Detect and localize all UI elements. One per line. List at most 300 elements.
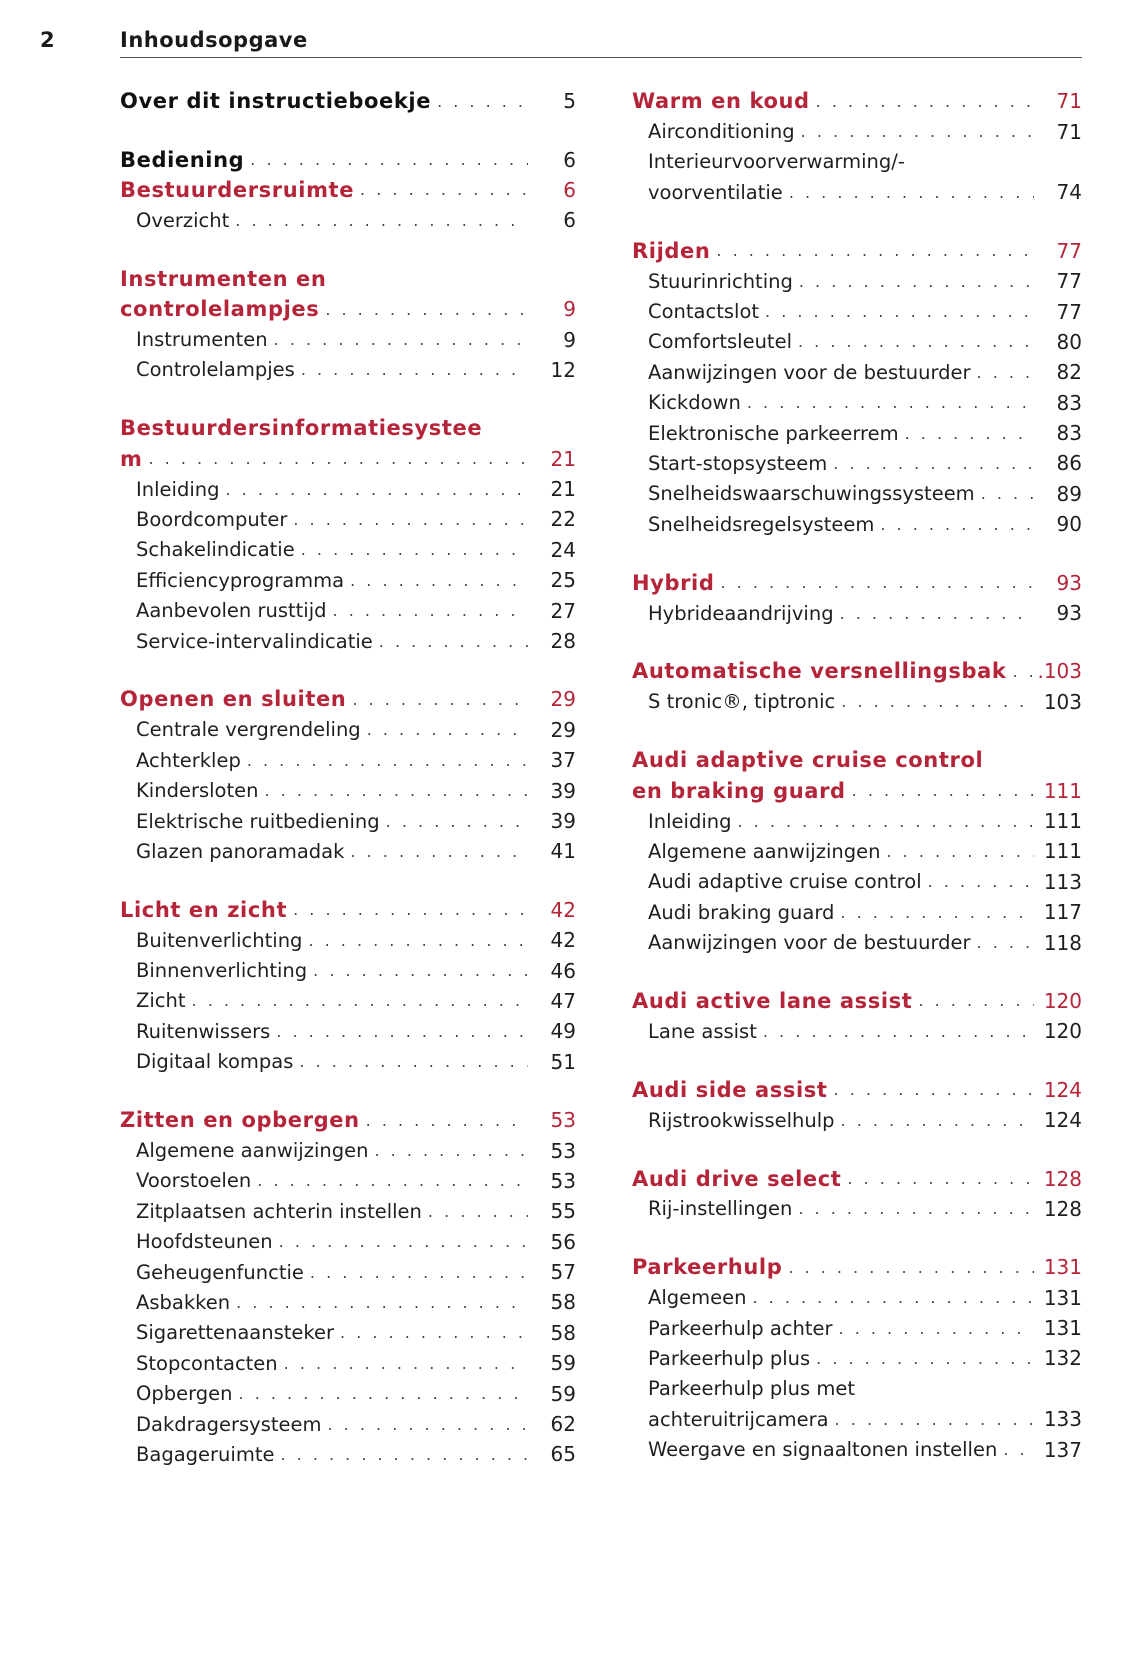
- toc-section: [632, 86, 1082, 208]
- toc-entry-achterklep[interactable]: [120, 745, 576, 775]
- toc-page-number: 132: [1043, 1346, 1082, 1371]
- toc-label: [632, 388, 1034, 418]
- toc-page-number: 137: [1043, 1437, 1082, 1462]
- toc-text: controlelampjes: [120, 297, 320, 322]
- toc-entry-contactslot[interactable]: [632, 296, 1082, 326]
- toc-label: [120, 565, 528, 595]
- toc-label: [120, 1196, 528, 1226]
- dot-leader: [284, 1354, 528, 1373]
- toc-label: [632, 327, 1034, 357]
- toc-entry-aanwijzingen-voor-de-bestuurder[interactable]: [632, 357, 1082, 387]
- dot-leader: [981, 484, 1034, 503]
- toc-column-right: [632, 86, 1082, 1465]
- dot-leader: [905, 424, 1034, 443]
- toc-text: Geheugenfunctie: [136, 1260, 304, 1284]
- toc-label: [632, 177, 1034, 207]
- toc-text: Inleiding: [648, 809, 732, 833]
- toc-text: Audi active lane assist: [632, 988, 913, 1013]
- dot-leader: [301, 360, 528, 379]
- toc-page-number: 29: [550, 717, 576, 742]
- toc-text: Efficiencyprogramma: [136, 568, 345, 592]
- toc-entry-audi-braking-guard[interactable]: [632, 897, 1082, 927]
- toc-heading-bediening[interactable]: [120, 144, 576, 174]
- toc-page-number: 62: [550, 1412, 576, 1437]
- toc-page-number: 47: [550, 988, 576, 1013]
- toc-entry-airconditioning[interactable]: [632, 116, 1082, 146]
- toc-entry-hoofdsteunen[interactable]: [120, 1227, 576, 1257]
- dot-leader: [428, 1202, 528, 1221]
- toc-entry-stopcontacten[interactable]: [120, 1348, 576, 1378]
- toc-text: Parkeerhulp: [632, 1255, 783, 1280]
- toc-page-number: .103: [1037, 659, 1082, 684]
- toc-label: [632, 687, 1034, 717]
- toc-entry-weergave-en-signaaltonen-instellen[interactable]: [632, 1434, 1082, 1464]
- toc-entry-geheugenfunctie[interactable]: [120, 1257, 576, 1287]
- dot-leader: [798, 1199, 1034, 1218]
- toc-section: [120, 684, 576, 866]
- toc-label: [120, 1016, 528, 1046]
- toc-label: [120, 626, 528, 656]
- toc-page-number: 21: [550, 446, 576, 471]
- toc-page-number: 37: [550, 748, 576, 773]
- toc-text: Centrale vergrendeling: [136, 718, 361, 742]
- toc-text: Sigarettenaansteker: [136, 1321, 335, 1345]
- toc-label: [632, 1374, 1082, 1404]
- dot-leader: [279, 1232, 528, 1251]
- toc-label: [120, 474, 528, 504]
- toc-entry-digitaal-kompas[interactable]: [120, 1047, 576, 1077]
- dot-leader: [840, 604, 1034, 623]
- toc-entry-stuurinrichting[interactable]: [632, 266, 1082, 296]
- toc-label: [632, 1105, 1034, 1135]
- toc-entry-binnenverlichting[interactable]: [120, 955, 576, 985]
- dot-leader: [789, 183, 1034, 202]
- toc-heading-warm-en-koud[interactable]: [632, 86, 1082, 116]
- toc-text: Achterklep: [136, 748, 241, 772]
- dot-leader: [366, 1111, 528, 1130]
- toc-text: Hoofdsteunen: [136, 1230, 273, 1254]
- toc-label: [632, 86, 1034, 116]
- toc-text: Stuurinrichting: [648, 269, 793, 293]
- page-header: [0, 0, 1142, 70]
- toc-text: Audi braking guard: [648, 900, 835, 924]
- toc-page-number: 58: [550, 1320, 576, 1345]
- toc-label: [632, 927, 1034, 957]
- toc-section: [120, 1105, 576, 1470]
- toc-entry-inleiding[interactable]: [120, 474, 576, 504]
- header-divider: [120, 57, 1082, 58]
- toc-text: Glazen panoramadak: [136, 839, 345, 863]
- toc-page-number: 59: [550, 1381, 576, 1406]
- dot-leader: [816, 1349, 1034, 1368]
- toc-text: Aanwijzingen voor de bestuurder: [648, 360, 971, 384]
- toc-label: [632, 1163, 1034, 1193]
- toc-text: m: [120, 446, 143, 471]
- toc-label: [632, 1075, 1034, 1105]
- toc-entry-kindersloten[interactable]: [120, 775, 576, 805]
- toc-heading-licht-en-zicht[interactable]: [120, 895, 576, 925]
- toc-entry-asbakken[interactable]: [120, 1287, 576, 1317]
- toc-entry-interieurvoorverwarming[interactable]: [632, 147, 1082, 177]
- dot-leader: [834, 1080, 1034, 1099]
- toc-text: Inleiding: [136, 477, 220, 501]
- toc-page-number: 93: [1056, 601, 1082, 626]
- toc-entry-opbergen[interactable]: [120, 1378, 576, 1408]
- toc-text: Controlelampjes: [136, 358, 295, 382]
- toc-label: [120, 205, 528, 235]
- dot-leader: [798, 332, 1034, 351]
- toc-page-number: 83: [1056, 421, 1082, 446]
- toc-page-number: 6: [563, 177, 576, 202]
- page-title: Inhoudsopgave: [120, 28, 308, 52]
- toc-page-number: 42: [550, 897, 576, 922]
- toc-label: [120, 1166, 528, 1196]
- toc-section: [120, 895, 576, 1077]
- toc-label: [632, 147, 1082, 177]
- dot-leader: [928, 872, 1034, 891]
- toc-entry-inleiding[interactable]: [632, 806, 1082, 836]
- toc-heading-m[interactable]: [120, 444, 576, 474]
- toc-entry-hybrideaandrijving[interactable]: [632, 598, 1082, 628]
- toc-entry-aanwijzingen-voor-de-bestuurder[interactable]: [632, 927, 1082, 957]
- toc-page-number: 65: [550, 1442, 576, 1467]
- toc-entry-bagageruimte[interactable]: [120, 1439, 576, 1469]
- toc-entry-schakelindicatie[interactable]: [120, 535, 576, 565]
- toc-page-number: 111: [1043, 809, 1082, 833]
- toc-page-number: 93: [1056, 570, 1082, 595]
- toc-entry-comfortsleutel[interactable]: [632, 327, 1082, 357]
- toc-section: [120, 144, 576, 235]
- toc-page-number: 86: [1056, 451, 1082, 476]
- toc-text: Contactslot: [648, 300, 760, 324]
- dot-leader: [918, 991, 1034, 1010]
- toc-text: Warm en koud: [632, 89, 810, 114]
- toc-text: Schakelindicatie: [136, 538, 295, 562]
- dot-leader: [310, 1263, 528, 1282]
- toc-text: Audi side assist: [632, 1077, 828, 1102]
- toc-entry-boordcomputer[interactable]: [120, 504, 576, 534]
- toc-text: Ruitenwissers: [136, 1019, 271, 1043]
- toc-page-number: 90: [1056, 512, 1082, 537]
- toc-text: Snelheidswaarschuwingssysteem: [648, 482, 975, 506]
- toc-label: [120, 324, 528, 354]
- toc-text: Elektronische parkeerrem: [648, 421, 899, 445]
- toc-entry-rij-instellingen[interactable]: [632, 1194, 1082, 1224]
- toc-text: Automatische versnellingsbak: [632, 659, 1007, 684]
- toc-label: [632, 296, 1034, 326]
- toc-text: Interieurvoorverwarming/-: [648, 150, 905, 174]
- toc-heading-hybrid[interactable]: [632, 567, 1082, 597]
- toc-text: Elektrische ruitbediening: [136, 809, 380, 833]
- toc-page-number: 53: [550, 1168, 576, 1193]
- toc-page-number: 27: [550, 598, 576, 623]
- toc-text: achteruitrijcamera: [648, 1407, 829, 1431]
- toc-text: Stopcontacten: [136, 1351, 278, 1375]
- toc-page-number: 80: [1056, 329, 1082, 354]
- toc-text: voorventilatie: [648, 180, 783, 204]
- toc-text: Opbergen: [136, 1382, 233, 1406]
- toc-entry-kickdown[interactable]: [632, 388, 1082, 418]
- toc-entry-zitplaatsen-achterin-instellen[interactable]: [120, 1196, 576, 1226]
- dot-leader: [325, 300, 528, 319]
- toc-section: [632, 567, 1082, 628]
- toc-label: [632, 479, 1034, 509]
- toc-entry-audi-adaptive-cruise-control[interactable]: [632, 867, 1082, 897]
- toc-entry-elektronische-parkeerrem[interactable]: [632, 418, 1082, 448]
- toc-text: Aanwijzingen voor de bestuurder: [648, 931, 971, 955]
- toc-page-number: 120: [1043, 1019, 1082, 1044]
- toc-text: Overzicht: [136, 208, 230, 232]
- toc-text: Audi drive select: [632, 1166, 842, 1191]
- toc-heading-openen-en-sluiten[interactable]: [120, 684, 576, 714]
- toc-entry-algemene-aanwijzingen[interactable]: [120, 1135, 576, 1165]
- toc-text: Zicht: [136, 989, 186, 1013]
- toc-page-number: 6: [563, 208, 576, 233]
- dot-leader: [816, 92, 1034, 111]
- toc-entry-snelheidswaarschuwingssysteem[interactable]: [632, 479, 1082, 509]
- toc-page-number: 120: [1043, 988, 1082, 1013]
- toc-entry-glazen-panoramadak[interactable]: [120, 836, 576, 866]
- toc-label: [120, 745, 528, 775]
- dot-leader: [765, 302, 1034, 321]
- dot-leader: [799, 272, 1034, 291]
- toc-page-number: 29: [550, 687, 576, 712]
- toc-label: [120, 294, 528, 324]
- toc-entry-s-tronic-tiptronic[interactable]: [632, 687, 1082, 717]
- toc-entry-overzicht[interactable]: [120, 205, 576, 235]
- toc-label: [632, 1194, 1034, 1224]
- toc-text: Start-stopsysteem: [648, 451, 828, 475]
- toc-label: [120, 715, 528, 745]
- toc-page-number: 128: [1043, 1166, 1082, 1191]
- toc-page-number: 9: [563, 297, 576, 322]
- toc-entry-controlelampjes[interactable]: [120, 355, 576, 385]
- dot-leader: [340, 1323, 528, 1342]
- dot-leader: [257, 1171, 528, 1190]
- toc-page-number: 74: [1056, 180, 1082, 205]
- toc-entry-voorventilatie[interactable]: [632, 177, 1082, 207]
- dot-leader: [225, 480, 528, 499]
- toc-entry-sigarettenaansteker[interactable]: [120, 1318, 576, 1348]
- toc-label: [632, 1434, 1034, 1464]
- toc-entry-algemeen[interactable]: [632, 1283, 1082, 1313]
- toc-text: Digitaal kompas: [136, 1050, 294, 1074]
- toc-page-number: 41: [550, 839, 576, 864]
- toc-section: [632, 745, 1082, 958]
- dot-leader: [293, 900, 528, 919]
- toc-text: Instrumenten en: [120, 266, 327, 291]
- toc-text: Rijstrookwisselhulp: [648, 1108, 835, 1132]
- toc-entry-parkeerhulp-plus[interactable]: [632, 1343, 1082, 1373]
- toc-page-number: 131: [1043, 1255, 1082, 1280]
- toc-label: [120, 806, 528, 836]
- toc-page-number: 111: [1043, 839, 1082, 864]
- dot-leader: [299, 1052, 528, 1071]
- dot-leader: [367, 720, 528, 739]
- toc-entry-lane-assist[interactable]: [632, 1016, 1082, 1046]
- dot-leader: [886, 842, 1034, 861]
- toc-label: [120, 1409, 528, 1439]
- toc-label: [632, 418, 1034, 448]
- toc-heading-audi-drive-select[interactable]: [632, 1163, 1082, 1193]
- toc-heading-audi-adaptive-cruise-control[interactable]: [632, 745, 1082, 775]
- toc-label: [632, 1404, 1034, 1434]
- toc-entry-buitenverlichting[interactable]: [120, 925, 576, 955]
- toc-page-number: 71: [1056, 89, 1082, 114]
- toc-text: Parkeerhulp plus: [648, 1346, 811, 1370]
- toc-label: [120, 895, 528, 925]
- toc-text: Bestuurdersruimte: [120, 177, 355, 202]
- toc-heading-parkeerhulp[interactable]: [632, 1252, 1082, 1282]
- toc-page-number: 117: [1043, 900, 1082, 925]
- toc-page-number: 56: [550, 1229, 576, 1254]
- toc-entry-parkeerhulp-achter[interactable]: [632, 1313, 1082, 1343]
- toc-heading-over-dit-instructieboekje[interactable]: [120, 86, 576, 116]
- dot-leader: [333, 601, 528, 620]
- toc-text: Algemene aanwijzingen: [136, 1139, 369, 1163]
- toc-heading-instrumenten-en[interactable]: [120, 264, 576, 294]
- toc-label: [120, 444, 528, 474]
- toc-text: Openen en sluiten: [120, 687, 347, 712]
- toc-page-number: 42: [550, 928, 576, 953]
- dot-leader: [239, 1384, 528, 1403]
- toc-label: [632, 656, 1034, 686]
- toc-page-number: 22: [550, 507, 576, 532]
- toc-entry-snelheidsregelsysteem[interactable]: [632, 509, 1082, 539]
- toc-text: Algemeen: [648, 1286, 747, 1310]
- dot-leader: [720, 573, 1034, 592]
- toc-text: Bestuurdersinformatiesystee: [120, 416, 483, 441]
- toc-heading-automatische-versnellingsbak[interactable]: [632, 656, 1082, 686]
- toc-heading-bestuurdersinformatiesystee[interactable]: [120, 413, 576, 443]
- toc-entry-rijstrookwisselhulp[interactable]: [632, 1105, 1082, 1135]
- toc-entry-service-intervalindicatie[interactable]: [120, 626, 576, 656]
- toc-page-number: 39: [550, 778, 576, 803]
- dot-leader: [752, 1288, 1034, 1307]
- toc-entry-achteruitrijcamera[interactable]: [632, 1404, 1082, 1434]
- toc-label: [632, 116, 1034, 146]
- toc-entry-ruitenwissers[interactable]: [120, 1016, 576, 1046]
- toc-entry-dakdragersysteem[interactable]: [120, 1409, 576, 1439]
- dot-leader: [192, 991, 528, 1010]
- dot-leader: [350, 571, 528, 590]
- toc-page-number: 133: [1043, 1407, 1082, 1432]
- toc-text: Buitenverlichting: [136, 928, 303, 952]
- toc-label: [120, 925, 528, 955]
- dot-leader: [360, 180, 528, 199]
- toc-heading-controlelampjes[interactable]: [120, 294, 576, 324]
- toc-text: Audi adaptive cruise control: [632, 748, 984, 773]
- toc-page-number: 131: [1043, 1316, 1082, 1341]
- toc-text: en braking guard: [632, 778, 846, 803]
- toc-label: [120, 1439, 528, 1469]
- dot-leader: [847, 1169, 1034, 1188]
- toc-section: [120, 264, 576, 386]
- toc-entry-voorstoelen[interactable]: [120, 1166, 576, 1196]
- toc-entry-algemene-aanwijzingen[interactable]: [632, 836, 1082, 866]
- toc-text: Voorstoelen: [136, 1169, 252, 1193]
- toc-label: [120, 535, 528, 565]
- toc-text: Hybrideaandrijving: [648, 601, 834, 625]
- toc-label: [632, 357, 1034, 387]
- dot-leader: [301, 540, 528, 559]
- toc-page-number: 49: [550, 1019, 576, 1044]
- toc-label: [120, 1135, 528, 1165]
- toc-text: Boordcomputer: [136, 507, 288, 531]
- toc-entry-aanbevolen-rusttijd[interactable]: [120, 595, 576, 625]
- toc-page-number: 77: [1056, 269, 1082, 294]
- dot-leader: [737, 812, 1034, 831]
- toc-section: [632, 1075, 1082, 1136]
- dot-leader: [437, 92, 528, 111]
- toc-label: [632, 806, 1034, 836]
- toc-label: [632, 745, 1082, 775]
- toc-text: Kindersloten: [136, 779, 259, 803]
- dot-leader: [308, 931, 528, 950]
- dot-leader: [264, 781, 528, 800]
- toc-entry-start-stopsysteem[interactable]: [632, 448, 1082, 478]
- toc-heading-zitten-en-opbergen[interactable]: [120, 1105, 576, 1135]
- toc-label: [632, 236, 1034, 266]
- toc-text: Rijden: [632, 238, 711, 263]
- toc-label: [632, 509, 1034, 539]
- toc-page-number: 131: [1043, 1285, 1082, 1310]
- toc-entry-instrumenten[interactable]: [120, 324, 576, 354]
- dot-leader: [250, 150, 528, 169]
- toc-page-number: 28: [550, 629, 576, 654]
- toc-entry-elektrische-ruitbediening[interactable]: [120, 806, 576, 836]
- toc-label: [632, 1313, 1034, 1343]
- toc-label: [632, 1252, 1034, 1282]
- dot-leader: [839, 1319, 1034, 1338]
- toc-label: [632, 775, 1034, 805]
- toc-text: Parkeerhulp achter: [648, 1316, 833, 1340]
- toc-page-number: 77: [1056, 299, 1082, 324]
- toc-page-number: 124: [1043, 1077, 1082, 1102]
- toc-page-number: 53: [550, 1138, 576, 1163]
- toc-label: [120, 1105, 528, 1135]
- toc-text: Snelheidsregelsysteem: [648, 512, 875, 536]
- toc-entry-centrale-vergrendeling[interactable]: [120, 715, 576, 745]
- toc-heading-bestuurdersruimte[interactable]: [120, 175, 576, 205]
- toc-label: [120, 264, 576, 294]
- toc-heading-rijden[interactable]: [632, 236, 1082, 266]
- toc-entry-efficiencyprogramma[interactable]: [120, 565, 576, 595]
- dot-leader: [852, 781, 1034, 800]
- toc-text: Bagageruimte: [136, 1442, 275, 1466]
- toc-text: Weergave en signaaltonen instellen: [648, 1438, 998, 1462]
- toc-entry-zicht[interactable]: [120, 986, 576, 1016]
- toc-heading-audi-side-assist[interactable]: [632, 1075, 1082, 1105]
- dot-leader: [350, 842, 528, 861]
- toc-page-number: 89: [1056, 481, 1082, 506]
- toc-text: Binnenverlichting: [136, 959, 308, 983]
- dot-leader: [1012, 662, 1034, 681]
- toc-page-number: 9: [563, 327, 576, 352]
- toc-text: S tronic®, tiptronic: [648, 690, 836, 714]
- toc-text: Zitten en opbergen: [120, 1108, 360, 1133]
- toc-heading-en-braking-guard[interactable]: [632, 775, 1082, 805]
- toc-label: [632, 448, 1034, 478]
- toc-heading-audi-active-lane-assist[interactable]: [632, 986, 1082, 1016]
- dot-leader: [833, 454, 1034, 473]
- toc-label: [632, 867, 1034, 897]
- toc-page-number: 46: [550, 958, 576, 983]
- dot-leader: [763, 1022, 1034, 1041]
- toc-label: [632, 266, 1034, 296]
- toc-entry-parkeerhulp-plus-met[interactable]: [632, 1374, 1082, 1404]
- toc-label: [120, 775, 528, 805]
